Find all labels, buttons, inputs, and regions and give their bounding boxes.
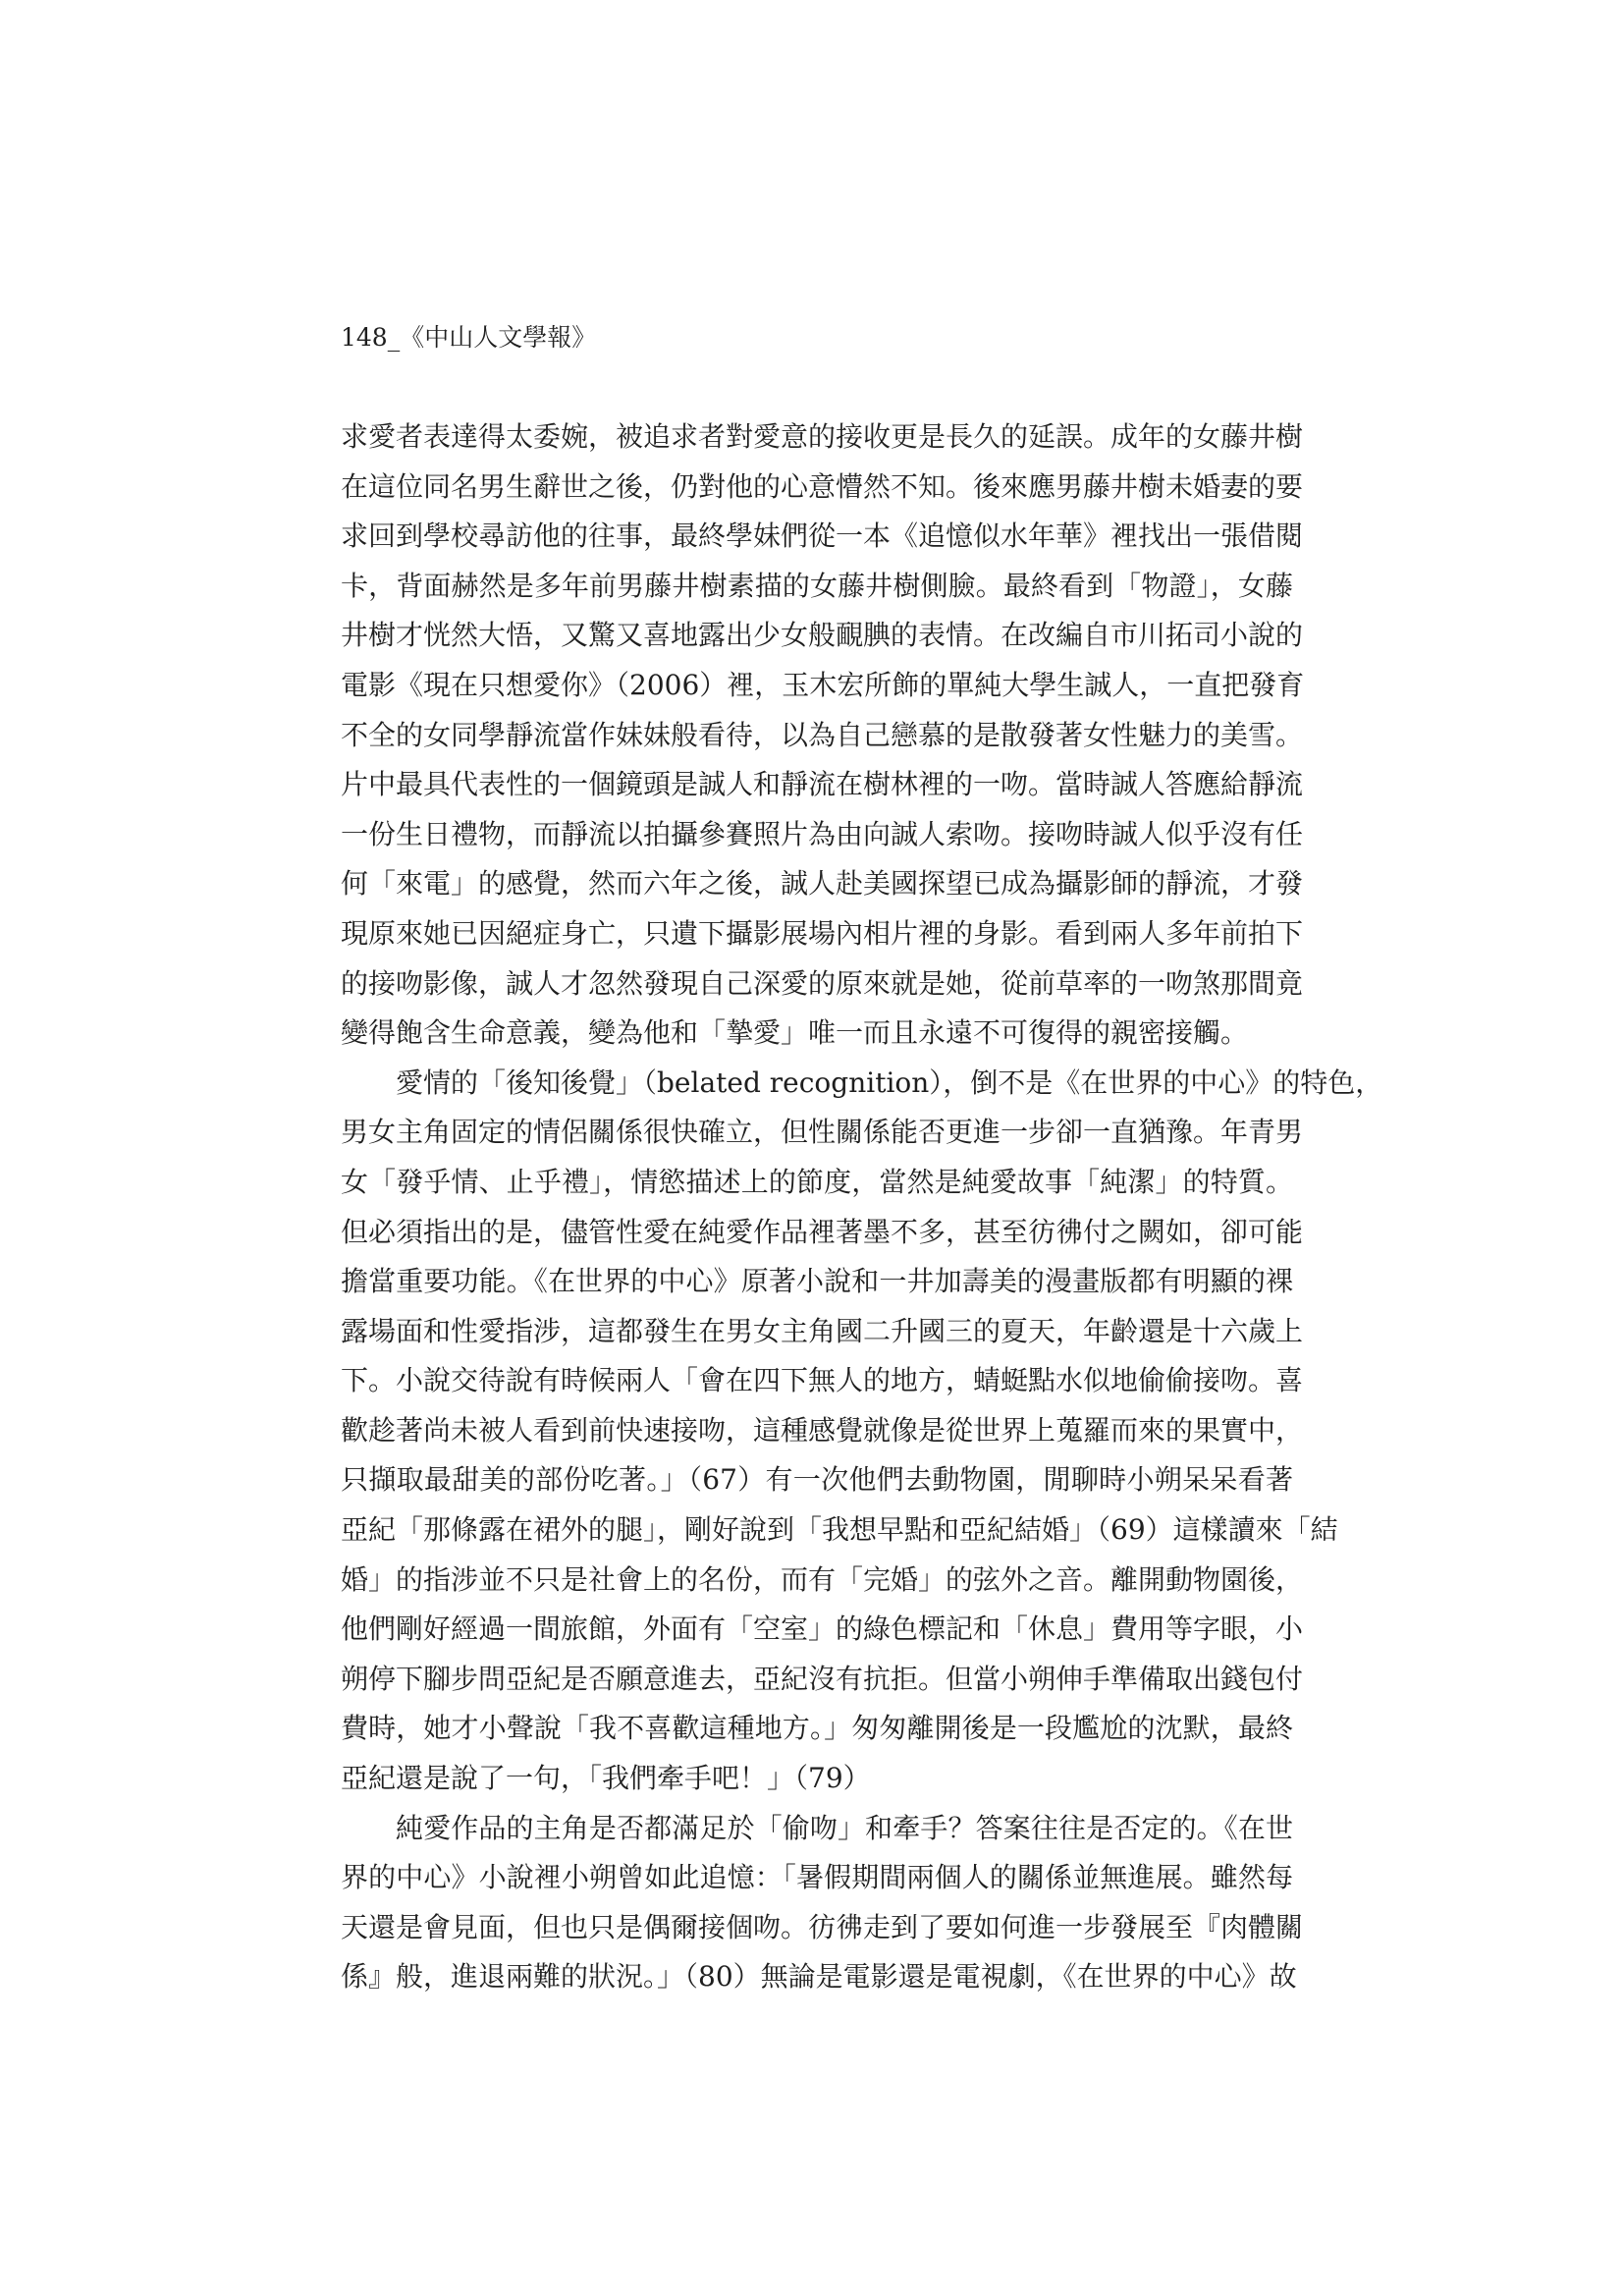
text-line: 在這位同名男生辭世之後，仍對他的心意懵然不知。後來應男藤井樹未婚妻的要 (341, 469, 1304, 503)
running-head: 148_《中山人文學報》 (341, 323, 597, 352)
text-line: 天還是會見面，但也只是偶爾接個吻。彷彿走到了要如何進一步發展至『肉體關 (341, 1910, 1304, 1943)
paragraph-1 (341, 412, 1305, 1059)
text-line: 費時，她才小聲說「我不喜歡這種地方。」匆匆離開後是一段尷尬的沈默，最終 (341, 1712, 1293, 1745)
text-line: 朔停下腳步問亞紀是否願意進去，亞紀沒有抗拒。但當小朔伸手準備取出錢包付 (341, 1662, 1304, 1695)
text-line: 界的中心》小說裡小朔曾如此追憶：「暑假期間兩個人的關係並無進展。雖然每 (341, 1861, 1293, 1894)
text-line: 電影《現在只想愛你》（2006）裡，玉木宏所飾的單純大學生誠人，一直把發育 (341, 668, 1305, 701)
text-line: 何「來電」的感覺，然而六年之後，誠人赴美國探望已成為攝影師的靜流，才發 (341, 867, 1304, 901)
text-line: 純愛作品的主角是否都滿足於「偷吻」和牽手？答案往往是否定的。《在世 (396, 1811, 1293, 1844)
paragraph-3 (341, 1804, 1304, 2002)
text-line: 女「發乎情、止乎禮」，情慾描述上的節度，當然是純愛故事「純潔」的特質。 (341, 1165, 1293, 1198)
text-line: 擔當重要功能。《在世界的中心》原著小說和一井加壽美的漫畫版都有明顯的裸 (341, 1265, 1293, 1298)
text-line: 卡，背面赫然是多年前男藤井樹素描的女藤井樹側臉。最終看到「物證」，女藤 (341, 569, 1293, 602)
text-line: 現原來她已因絕症身亡，只遺下攝影展場內相片裡的身影。看到兩人多年前拍下 (341, 916, 1304, 950)
text-line: 一份生日禮物，而靜流以拍攝參賽照片為由向誠人索吻。接吻時誠人似乎沒有任 (341, 817, 1304, 850)
text-line: 的接吻影像，誠人才忽然發現自己深愛的原來就是她，從前草率的一吻煞那間竟 (341, 966, 1304, 1000)
text-line: 歡趁著尚未被人看到前快速接吻，這種感覺就像是從世界上蒐羅而來的果實中， (341, 1413, 1304, 1447)
text-line: 係』般，進退兩難的狀況。」（80）無論是電影還是電視劇，《在世界的中心》故 (341, 1960, 1297, 1994)
text-line: 片中最具代表性的一個鏡頭是誠人和靜流在樹林裡的一吻。當時誠人答應給靜流 (341, 768, 1304, 801)
text-line: 不全的女同學靜流當作妹妹般看待，以為自己戀慕的是散發著女性魅力的美雪。 (341, 718, 1304, 751)
text-line: 下。小說交待說有時候兩人「會在四下無人的地方，蜻蜓點水似地偷偷接吻。喜 (341, 1364, 1304, 1397)
text-line: 亞紀「那條露在裙外的腿」，剛好說到「我想早點和亞紀結婚」（69）這樣讀來「結 (341, 1513, 1338, 1547)
text-line: 求回到學校尋訪他的往事，最終學妹們從一本《追憶似水年華》裡找出一張借閱 (341, 519, 1304, 553)
text-line: 只擷取最甜美的部份吃著。」（67）有一次他們去動物園，閒聊時小朔呆呆看著 (341, 1463, 1293, 1497)
text-line: 變得飽含生命意義，變為他和「摯愛」唯一而且永遠不可復得的親密接觸。 (341, 1016, 1249, 1050)
text-line: 但必須指出的是，儘管性愛在純愛作品裡著墨不多，甚至彷彿付之闕如，卻可能 (341, 1215, 1304, 1248)
text-line: 露場面和性愛指涉，這都發生在男女主角國二升國三的夏天，年齡還是十六歲上 (341, 1314, 1304, 1347)
paragraph-2 (341, 1059, 1383, 1804)
text-line: 男女主角固定的情侶關係很快確立，但性關係能否更進一步卻一直猶豫。年青男 (341, 1116, 1304, 1149)
text-line: 他們剛好經過一間旅館，外面有「空室」的綠色標記和「休息」費用等字眼，小 (341, 1613, 1304, 1646)
text-line: 求愛者表達得太委婉，被追求者對愛意的接收更是長久的延誤。成年的女藤井樹 (341, 420, 1304, 453)
text-line: 亞紀還是說了一句，「我們牽手吧！」（79） (341, 1762, 871, 1795)
text-line: 愛情的「後知後覺」（belated recognition），倒不是《在世界的中心》的特色， (396, 1066, 1383, 1099)
text-line: 井樹才恍然大悟，又驚又喜地露出少女般靦腆的表情。在改編自市川拓司小說的 (341, 619, 1304, 652)
body-text (341, 412, 1383, 2002)
text-line: 婚」的指涉並不只是社會上的名份，而有「完婚」的弦外之音。離開動物園後， (341, 1562, 1304, 1596)
